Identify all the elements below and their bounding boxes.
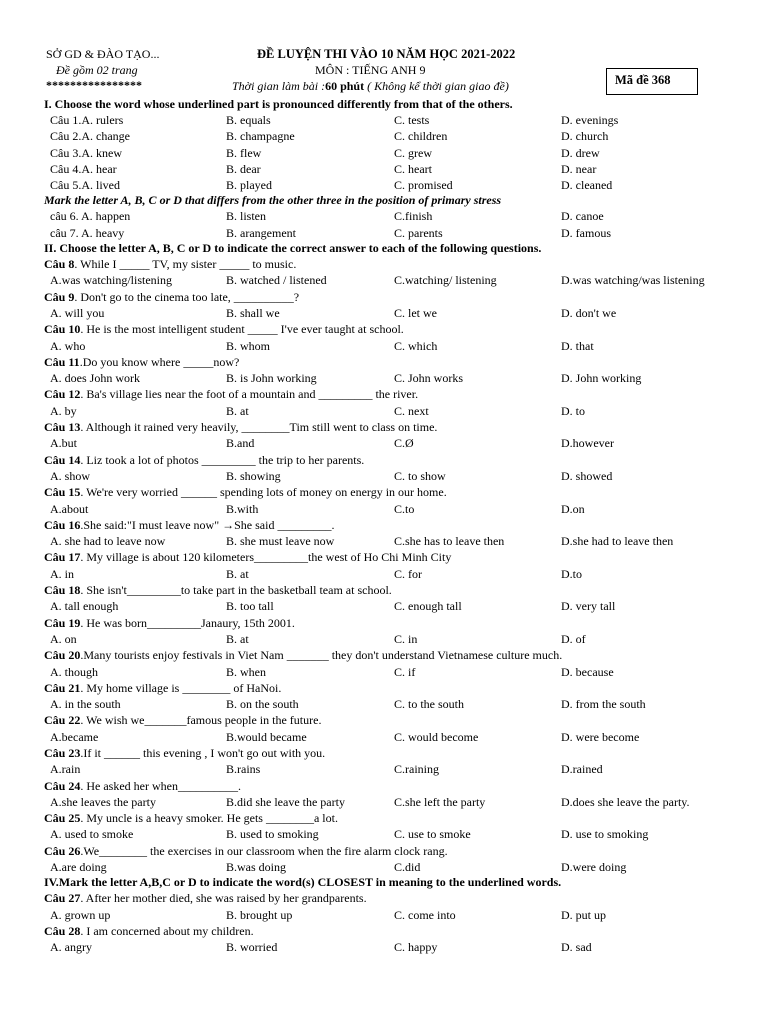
answer-option: B.and <box>226 436 255 451</box>
answer-option: Câu 1.A. rulers <box>50 113 124 127</box>
answer-options <box>44 208 734 224</box>
question-number: Câu 28 <box>44 923 81 938</box>
question-stem <box>44 386 734 402</box>
question-text: . He asked her when__________. <box>80 778 241 793</box>
answer-options <box>44 631 734 647</box>
answer-option: B. at <box>226 631 249 646</box>
stars-divider: **************** <box>46 78 142 92</box>
question-stem <box>44 810 734 826</box>
question-number: Câu 21 <box>44 680 81 695</box>
answer-option: D. of <box>561 631 586 646</box>
answer-option: D.on <box>561 501 585 516</box>
answer-option: D. were become <box>561 729 640 744</box>
answer-option: D.was watching/was listening <box>561 273 705 288</box>
answer-option: Câu 5.A. lived <box>50 178 120 193</box>
question-stem <box>44 923 734 939</box>
time-suffix: ( Không kể thời gian giao đề) <box>364 79 509 93</box>
answer-option: D. drew <box>561 145 600 160</box>
answer-option: B. too tall <box>226 599 274 614</box>
time-value: 60 phút <box>325 79 365 93</box>
question-stem <box>44 745 734 761</box>
question-text: . Don't go to the cinema too late, __________? <box>74 289 300 304</box>
question-number: Câu 27 <box>44 891 81 906</box>
answer-option: A.she leaves the party <box>50 794 156 809</box>
exam-title: ĐỀ LUYỆN THI VÀO 10 NĂM HỌC 2021-2022 <box>257 47 516 61</box>
question-number: Câu 13 <box>44 420 81 435</box>
answer-option: A. show <box>50 468 91 483</box>
answer-option: B. listen <box>226 209 267 224</box>
answer-options <box>44 826 734 842</box>
answer-option: C. tests <box>394 113 430 127</box>
answer-option: Câu 4.A. hear <box>50 161 117 176</box>
answer-option: D. put up <box>561 907 606 922</box>
answer-option: B. flew <box>226 145 262 160</box>
section-heading: Mark the letter A, B, C or D that differs from the other three in the position of primary stress <box>44 193 502 208</box>
answer-option: B. champagne <box>226 129 295 144</box>
answer-option: C.did <box>394 860 421 875</box>
question-text: . My home village is ________ of HaNoi. <box>80 680 282 695</box>
answer-option: D. don't we <box>561 305 617 320</box>
question-list <box>44 97 734 956</box>
question-number: Câu 20 <box>44 648 81 663</box>
question-number: Câu 17 <box>44 550 81 565</box>
answer-options <box>44 729 734 745</box>
answer-option: A.but <box>50 436 77 451</box>
answer-option: C.Ø <box>394 436 414 451</box>
answer-options <box>44 598 734 614</box>
answer-option: câu 7. A. heavy <box>50 225 125 240</box>
question-stem <box>44 647 734 663</box>
question-stem <box>44 289 734 305</box>
question-stem <box>44 890 734 906</box>
answer-options <box>44 145 734 161</box>
answer-option: C. next <box>394 403 429 418</box>
answer-option: B. on the south <box>226 697 299 712</box>
answer-option: B. used to smoking <box>226 827 319 842</box>
question-text: . He was born_________Janaury, 15th 2001. <box>80 615 295 630</box>
answer-option: B.rains <box>226 762 261 777</box>
question-number: Câu 11 <box>44 354 80 369</box>
exam-time <box>232 79 509 93</box>
answer-options <box>44 370 734 386</box>
question-text: . After her mother died, she was raised by her grandparents. <box>80 891 367 906</box>
answer-options <box>44 939 734 955</box>
answer-option: C. for <box>394 566 422 581</box>
question-number: Câu 8 <box>44 257 75 272</box>
answer-option: B.would became <box>226 729 307 744</box>
answer-option: D. famous <box>561 225 611 240</box>
answer-option: Câu 2.A. change <box>50 129 130 144</box>
question-text: . She isn't_________to take part in the basketball team at school. <box>80 583 392 598</box>
answer-option: B. showing <box>226 468 281 483</box>
answer-option: A.became <box>50 729 99 744</box>
answer-option: C. use to smoke <box>394 827 471 842</box>
answer-option: B. dear <box>226 161 261 176</box>
answer-option: A. she had to leave now <box>50 534 166 549</box>
exam-code-box: Mã đề 368 <box>606 68 698 95</box>
question-number: Câu 26 <box>44 843 81 858</box>
question-stem <box>44 452 734 468</box>
answer-option: C. would become <box>394 729 479 744</box>
question-text: .She said:"I must leave now" →She said _________. <box>80 517 335 532</box>
question-text: .Do you know where _____now? <box>79 354 240 369</box>
question-stem <box>44 549 734 565</box>
answer-options <box>44 177 734 193</box>
question-stem <box>44 484 734 500</box>
answer-options <box>44 533 734 549</box>
answer-option: D.were doing <box>561 860 627 875</box>
answer-options <box>44 907 734 923</box>
question-stem <box>44 712 734 728</box>
answer-option: B. equals <box>226 113 271 127</box>
answer-option: A.rain <box>50 762 81 777</box>
answer-option: B. when <box>226 664 266 679</box>
question-stem <box>44 615 734 631</box>
question-number: Câu 15 <box>44 485 81 500</box>
answer-option: C. enough tall <box>394 599 462 614</box>
answer-option: C. let we <box>394 305 437 320</box>
answer-option: câu 6. A. happen <box>50 209 131 224</box>
answer-options <box>44 468 734 484</box>
page-count-note: Đề gồm 02 trang <box>56 63 138 77</box>
question-text: .Many tourists enjoy festivals in Viet Nam _______ they don't understand Vietnamese culture much. <box>80 648 563 663</box>
answer-option: C.raining <box>394 762 439 777</box>
answer-options <box>44 128 734 144</box>
question-number: Câu 10 <box>44 322 81 337</box>
answer-options <box>44 664 734 680</box>
answer-option: C. come into <box>394 907 456 922</box>
answer-options <box>44 225 734 241</box>
answer-option: D. cleaned <box>561 178 613 193</box>
exam-subject: MÔN : TIẾNG ANH 9 <box>315 63 426 77</box>
answer-option: D. showed <box>561 468 613 483</box>
question-stem <box>44 419 734 435</box>
answer-option: B. watched / listened <box>226 273 327 288</box>
answer-option: D. to <box>561 403 585 418</box>
answer-option: C. heart <box>394 161 432 176</box>
answer-options <box>44 305 734 321</box>
question-text: . We're very worried ______ spending lots of money on energy in our home. <box>80 485 447 500</box>
answer-option: A. used to smoke <box>50 827 134 842</box>
question-text: . My uncle is a heavy smoker. He gets ________a lot. <box>80 811 338 826</box>
question-text: . We wish we_______famous people in the future. <box>80 713 322 728</box>
department-label: SỞ GD & ĐÀO TẠO... <box>46 47 160 61</box>
answer-option: D.to <box>561 566 582 581</box>
answer-option: A.was watching/listening <box>50 273 172 288</box>
answer-options <box>44 403 734 419</box>
question-number: Câu 9 <box>44 289 75 304</box>
answer-option: A.about <box>50 501 89 516</box>
question-number: Câu 22 <box>44 713 81 728</box>
question-stem <box>44 517 734 533</box>
question-stem <box>44 321 734 337</box>
answer-option: B.with <box>226 501 259 516</box>
section-heading: II. Choose the letter A, B, C or D to indicate the correct answer to each of the following questions. <box>44 241 542 256</box>
question-text: . He is the most intelligent student _____ I've ever taught at school. <box>80 322 404 337</box>
answer-option: B. at <box>226 403 249 418</box>
answer-option: B. brought up <box>226 907 293 922</box>
answer-option: D. that <box>561 338 594 353</box>
question-number: Câu 18 <box>44 583 81 598</box>
answer-option: B.did she leave the party <box>226 794 345 809</box>
answer-option: D. near <box>561 161 597 176</box>
answer-options <box>44 696 734 712</box>
question-number: Câu 19 <box>44 615 81 630</box>
question-stem <box>44 680 734 696</box>
answer-option: C.finish <box>394 209 433 224</box>
question-text: . My village is about 120 kilometers_________the west of Ho Chi Minh City <box>80 550 452 565</box>
question-stem <box>44 843 734 859</box>
answer-option: C.to <box>394 501 415 516</box>
answer-options <box>44 272 734 288</box>
question-number: Câu 14 <box>44 452 81 467</box>
question-number: Câu 12 <box>44 387 81 402</box>
answer-option: A. by <box>50 403 77 418</box>
answer-option: A.are doing <box>50 860 107 875</box>
question-text: .If it ______ this evening , I won't go out with you. <box>80 745 326 760</box>
section-heading: IV.Mark the letter A,B,C or D to indicate the word(s) CLOSEST in meaning to the underlined words. <box>44 875 562 890</box>
answer-options <box>44 566 734 582</box>
answer-option: C. to the south <box>394 697 465 712</box>
answer-option: B. worried <box>226 940 278 955</box>
question-number: Câu 23 <box>44 745 81 760</box>
answer-option: C.watching/ listening <box>394 273 497 288</box>
answer-option: A. grown up <box>50 907 111 922</box>
answer-option: A. angry <box>50 940 92 955</box>
answer-option: D.rained <box>561 762 603 777</box>
answer-option: A. though <box>50 664 98 679</box>
answer-option: C. to show <box>394 468 446 483</box>
question-stem <box>44 256 734 272</box>
answer-option: D.does she leave the party. <box>561 794 690 809</box>
question-number: Câu 16 <box>44 517 81 532</box>
question-text: . Liz took a lot of photos _________ the trip to her parents. <box>80 452 365 467</box>
answer-option: C.she has to leave then <box>394 534 505 549</box>
answer-option: B. at <box>226 566 249 581</box>
answer-option: D. very tall <box>561 599 616 614</box>
answer-option: D. canoe <box>561 209 604 224</box>
answer-option: A. does John work <box>50 371 140 386</box>
answer-option: C. happy <box>394 940 438 955</box>
answer-option: D.she had to leave then <box>561 534 674 549</box>
answer-options <box>44 859 734 875</box>
answer-option: B. shall we <box>226 305 280 320</box>
answer-option: A. tall enough <box>50 599 119 614</box>
answer-option: A. will you <box>50 305 105 320</box>
question-text: . Although it rained very heavily, ________Tim still went to class on time. <box>80 420 438 435</box>
answer-options <box>44 794 734 810</box>
answer-option: C.she left the party <box>394 794 486 809</box>
question-stem <box>44 582 734 598</box>
answer-option: B. is John working <box>226 371 317 386</box>
answer-option: C. promised <box>394 178 453 193</box>
answer-option: Câu 3.A. knew <box>50 145 122 160</box>
answer-option: C. which <box>394 338 438 353</box>
question-number: Câu 25 <box>44 811 81 826</box>
answer-option: D.however <box>561 436 614 451</box>
answer-options <box>44 161 734 177</box>
answer-option: B. she must leave now <box>226 534 335 549</box>
answer-option: D. John working <box>561 371 642 386</box>
answer-option: A. in <box>50 566 74 581</box>
answer-option: C. grew <box>394 145 432 160</box>
answer-options <box>44 761 734 777</box>
answer-options <box>44 338 734 354</box>
answer-option: A. in the south <box>50 697 121 712</box>
answer-option: B. whom <box>226 338 271 353</box>
question-text: . While I _____ TV, my sister _____ to music. <box>74 257 297 272</box>
question-stem <box>44 354 734 370</box>
question-text: .We________ the exercises in our classroom when the fire alarm clock rang. <box>80 843 448 858</box>
answer-options <box>44 435 734 451</box>
section-heading: I. Choose the word whose underlined part is pronounced differently from that of the others. <box>44 97 513 111</box>
answer-option: B. arangement <box>226 225 296 240</box>
answer-option: C. John works <box>394 371 464 386</box>
answer-option: D. because <box>561 664 614 679</box>
time-prefix: Thời gian làm bài : <box>232 79 326 93</box>
answer-option: B.was doing <box>226 860 286 875</box>
question-number: Câu 24 <box>44 778 81 793</box>
answer-options <box>44 112 734 128</box>
question-text: . I am concerned about my children. <box>80 923 254 938</box>
question-text: . Ba's village lies near the foot of a mountain and _________ the river. <box>80 387 419 402</box>
answer-option: B. played <box>226 178 272 193</box>
answer-option: D. evenings <box>561 113 619 127</box>
answer-option: A. who <box>50 338 86 353</box>
answer-option: C. parents <box>394 225 443 240</box>
answer-option: C. if <box>394 664 416 679</box>
answer-option: D. from the south <box>561 697 646 712</box>
answer-option: C. in <box>394 631 418 646</box>
answer-option: D. church <box>561 129 609 144</box>
question-stem <box>44 778 734 794</box>
answer-option: D. sad <box>561 940 592 955</box>
answer-option: C. children <box>394 129 448 144</box>
answer-option: D. use to smoking <box>561 827 649 842</box>
answer-option: A. on <box>50 631 77 646</box>
answer-options <box>44 501 734 517</box>
